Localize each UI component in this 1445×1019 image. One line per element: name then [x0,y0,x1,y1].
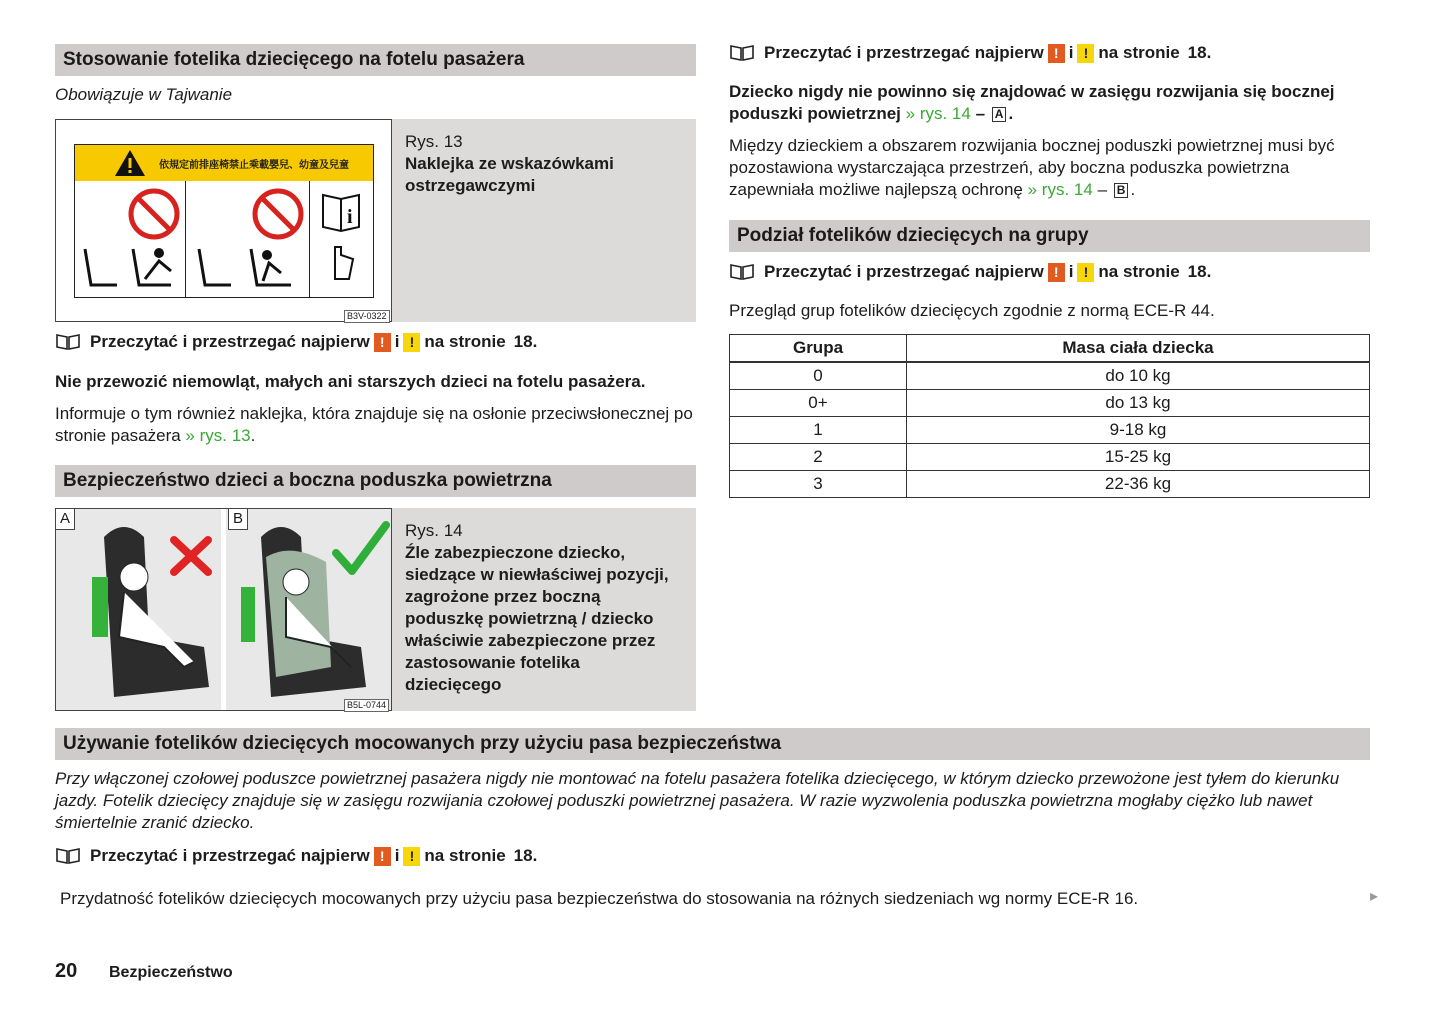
book-icon [729,44,755,62]
section-heading-passenger-seat: Stosowanie fotelika dziecięcego na fotelu pasażera [55,44,696,76]
note-page: 18. [513,332,538,351]
read-first-note [55,332,537,352]
table-row [730,471,1370,498]
footer-section: Bezpieczeństwo [109,964,233,981]
warning-end: . [1008,104,1014,123]
figure-link[interactable]: » rys. 14 [905,104,971,123]
body-main: Między dzieckiem a obszarem rozwijania bocznej poduszki powietrznej musi być pozostawiona wystarczająca przestrzeń, aby boczna poduszka powietrzna zapewniała możliwe najlepszą ochronę [729,136,1335,199]
cell-weight: 22-36 kg [907,471,1370,498]
warning-yellow-icon: ! [1077,263,1094,282]
page-number: 20 [55,960,78,982]
sticker-divider [185,181,186,297]
child-seat-icon [195,245,299,293]
cell-weight: 9-18 kg [907,417,1370,444]
sticker-yellow-bar [75,145,373,181]
figure-14-code: B5L-0744 [344,699,389,712]
table-header-row [730,335,1370,363]
body-text-end: . [250,426,256,445]
note-suffix: na stronie [424,332,506,351]
panel-b-label: B [228,509,248,530]
cell-group: 3 [730,471,907,498]
no-entry-icon [127,187,181,241]
cell-group: 2 [730,444,907,471]
warning-red-icon: ! [1048,263,1065,282]
table-row [730,390,1370,417]
panel-a-label: A [56,509,75,530]
note-suffix: na stronie [1098,43,1180,62]
note-and: i [1068,43,1074,62]
figure-14-image [55,508,392,711]
book-icon [55,847,81,865]
warning-main: Dziecko nigdy nie powinno się znajdować w zasięgu rozwijania się bocznej poduszki powietrznej [729,82,1335,123]
child-seat-icon [81,245,181,293]
read-manual-icon [319,189,365,289]
warning-red-icon: ! [1048,44,1065,63]
side-airbag-body [729,135,1369,201]
figure-link[interactable]: » rys. 14 [1027,180,1093,199]
note-prefix: Przeczytać i przestrzegać najpierw [90,332,370,351]
warning-yellow-icon: ! [403,333,420,352]
table-row [730,444,1370,471]
figure-13-image [55,119,392,322]
svg-text:i: i [347,206,353,228]
subtitle-taiwan: Obowiązuje w Tajwanie [55,85,233,104]
cell-group: 0 [730,362,907,390]
figure-14-caption: Źle zabezpieczone dziecko, siedzące w niewłaściwej pozycji, zagrożone przez boczną poduszkę powietrzną / dziecko właściwie zabezpieczone przez zastosowanie fotelika dziecięcego [405,543,669,694]
groups-table [729,334,1370,498]
groups-intro: Przegląd grup fotelików dziecięcych zgodnie z normą ECE-R 44. [729,301,1215,320]
note-prefix: Przeczytać i przestrzegać najpierw [764,43,1044,62]
body-text-main: Informuje o tym również naklejka, która znajduje się na osłonie przeciwsłonecznej po stronie pasażera [55,404,693,445]
cell-weight: do 10 kg [907,362,1370,390]
note-prefix: Przeczytać i przestrzegać najpierw [764,262,1044,281]
cell-weight: do 13 kg [907,390,1370,417]
panel-ref-b: B [1114,183,1129,198]
note-page: 18. [1187,262,1212,281]
read-first-note [729,262,1211,282]
no-entry-icon [251,187,305,241]
dash: – [975,104,986,123]
figure-14-label: Rys. 14 [405,521,463,540]
header-weight: Masa ciała dziecka [907,335,1370,363]
warning-triangle-icon [113,148,147,178]
section-heading-belt-seats: Używanie fotelików dziecięcych mocowanych przy użyciu pasa bezpieczeństwa [55,728,1370,760]
book-icon [729,263,755,281]
warning-red-icon: ! [374,333,391,352]
book-icon [55,333,81,351]
note-prefix: Przeczytać i przestrzegać najpierw [90,846,370,865]
dash: – [1097,180,1108,199]
cell-weight: 15-25 kg [907,444,1370,471]
note-page: 18. [513,846,538,865]
cross-icon [168,534,214,578]
belt-seat-suitability: Przydatność fotelików dziecięcych mocowanych przy użyciu pasa bezpieczeństwa do stosowania na różnych siedzeniach wg normy ECE-R 16. [60,889,1139,908]
header-group: Grupa [730,335,907,363]
note-and: i [394,846,400,865]
read-first-note [729,43,1211,63]
continue-arrow-icon: ▸ [1370,888,1379,905]
figure-13-code: B3V-0322 [344,310,390,323]
figure-14-divider [221,509,226,710]
table-row [730,362,1370,390]
figure-13-caption: Naklejka ze wskazówkami ostrzegawczymi [405,154,614,195]
warning-text: Nie przewozić niemowląt, małych ani starszych dzieci na fotelu pasażera. [55,372,646,391]
warning-yellow-icon: ! [1077,44,1094,63]
warning-yellow-icon: ! [403,847,420,866]
section-heading-seat-groups: Podział fotelików dziecięcych na grupy [729,220,1370,252]
figure-13-label: Rys. 13 [405,132,463,151]
body-end: . [1130,180,1136,199]
note-and: i [394,332,400,351]
section-heading-side-airbag: Bezpieczeństwo dzieci a boczna poduszka powietrzna [55,465,696,497]
side-airbag-warning [729,81,1374,125]
warning-red-icon: ! [374,847,391,866]
cell-group: 0+ [730,390,907,417]
read-first-note [55,846,537,866]
body-text [55,403,700,447]
panel-ref-a: A [992,107,1007,122]
note-and: i [1068,262,1074,281]
checkmark-icon [332,519,390,579]
cell-group: 1 [730,417,907,444]
figure-link[interactable]: » rys. 13 [185,426,251,445]
sticker-divider [309,181,310,297]
note-suffix: na stronie [1098,262,1180,281]
note-suffix: na stronie [424,846,506,865]
note-page: 18. [1187,43,1212,62]
warning-sticker [74,144,374,298]
table-row [730,417,1370,444]
sticker-text: 依規定前排座椅禁止乘載嬰兒、幼童及兒童 [159,160,349,171]
belt-seat-warning: Przy włączonej czołowej poduszce powietrznej pasażera nigdy nie montować na fotelu pasażera fotelika dziecięcego, w którym dziecko przewożone jest tyłem do kierunku jazdy. Fotelik dziecięcy znajduje się w zasięgu rozwijania czołowej poduszki powietrznej pasażera. W razie wyzwolenia poduszka powietrzna mogłaby ciężko lub nawet śmiertelnie zranić dziecko. [55,769,1340,832]
